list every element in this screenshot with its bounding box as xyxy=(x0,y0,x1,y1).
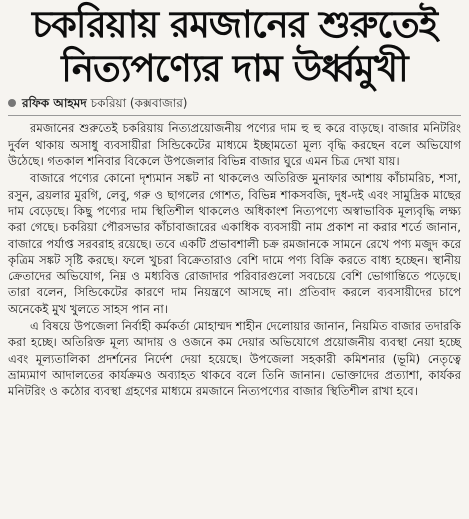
paragraph-1: রমজানের শুরুতেই চকরিয়ায় নিত্যপ্রয়োজনীয় পণ্যের দাম হু হু করে বাড়ছে। বাজার মনিটরিং দুর্বল থাকায় অসাধু ব্যবসায়ীরা সিন্ডিকেটের মাধ্যমে ইচ্ছামতো মূল্য বৃদ্ধি করছেন বলে অভিযোগ উঠেছে। গতকাল শনিবার বিকেলে উপজেলার বিভিন্ন বাজার ঘুরে এমন চিত্র দেখা যায়। xyxy=(8,121,461,169)
headline-line-1: চকরিয়ায় রমজানের শুরুতেই xyxy=(31,3,438,46)
headline-line-2: নিত্যপণ্যের দাম উর্ধ্বমুখী xyxy=(61,46,408,90)
divider xyxy=(8,115,461,116)
paragraph-3: এ বিষয়ে উপজেলা নির্বাহী কর্মকর্তা মোহাম্মদ শাহীন দেলোয়ার জানান, নিয়মিত বাজার তদারকি করা হচ্ছে। অতিরিক্ত মূল্য আদায় ও ওজনে কম দেয়ার অভিযোগে প্রয়োজনীয় ব্যবস্থা নেয়া হচ্ছে এবং মূল্যতালিকা প্রদর্শনের নির্দেশ দেয়া হয়েছে। উপজেলা সহকারী কমিশনার (ভূমি) নেতৃত্বে ভ্রাম্যমাণ আদালতের কার্যক্রমও অব্যাহত থাকবে বলে তিনি জানান। ভোক্তাদের প্রত্যাশা, কার্যকর মনিটরিং ও কঠোর ব্যবস্থা গ্রহণের মাধ্যমে রমজানে নিত্যপণ্যের বাজার স্থিতিশীল রাখা হবে। xyxy=(8,319,461,399)
dateline-place: চকরিয়া (কক্সবাজার) xyxy=(90,96,188,111)
bullet-icon xyxy=(8,99,16,107)
author-name: রফিক আহমদ xyxy=(22,96,87,111)
byline xyxy=(8,95,461,111)
paragraph-2: বাজারে পণ্যের কোনো দৃশ্যমান সঙ্কট না থাকলেও অতিরিক্ত মুনাফার আশায় কাঁচামরিচ, শসা, রসুন, ব্রয়লার মুরগি, লেবু, গরু ও ছাগলের গোশত, বিভিন্ন শাকসবজি, দুধ-দই এবং সামুদ্রিক মাছের দাম বেড়েছে। কিছু পণ্যের দাম স্থিতিশীল থাকলেও অধিকাংশ নিত্যপণ্যে অস্বাভাবিক মূল্যবৃদ্ধি লক্ষ্য করা গেছে। চকরিয়া পৌরসভার কাঁচাবাজারের একাধিক ব্যবসায়ী নাম প্রকাশ না করার শর্তে জানান, বাজারে পর্যাপ্ত সরবরাহ রয়েছে। তবে একটি প্রভাবশালী চক্র রমজানকে সামনে রেখে পণ্য মজুদ করে কৃত্রিম সঙ্কট সৃষ্টি করছে। ফলে খুচরা বিক্রেতারাও বেশি দামে পণ্য বিক্রি করতে বাধ্য হচ্ছেন। স্থানীয় ক্রেতাদের অভিযোগ, নিম্ন ও মধ্যবিত্ত রোজাদার পরিবারগুলো সবচেয়ে বেশি ভোগান্তিতে পড়েছে। তারা বলেন, সিন্ডিকেটের কারণে দাম নিয়ন্ত্রণে আসছে না। প্রতিবাদ করলে ব্যবসায়ীদের চাপে অনেকেই মুখ খুলতে সাহস পান না। xyxy=(8,171,461,316)
article-body xyxy=(8,120,461,399)
headline xyxy=(8,3,461,90)
